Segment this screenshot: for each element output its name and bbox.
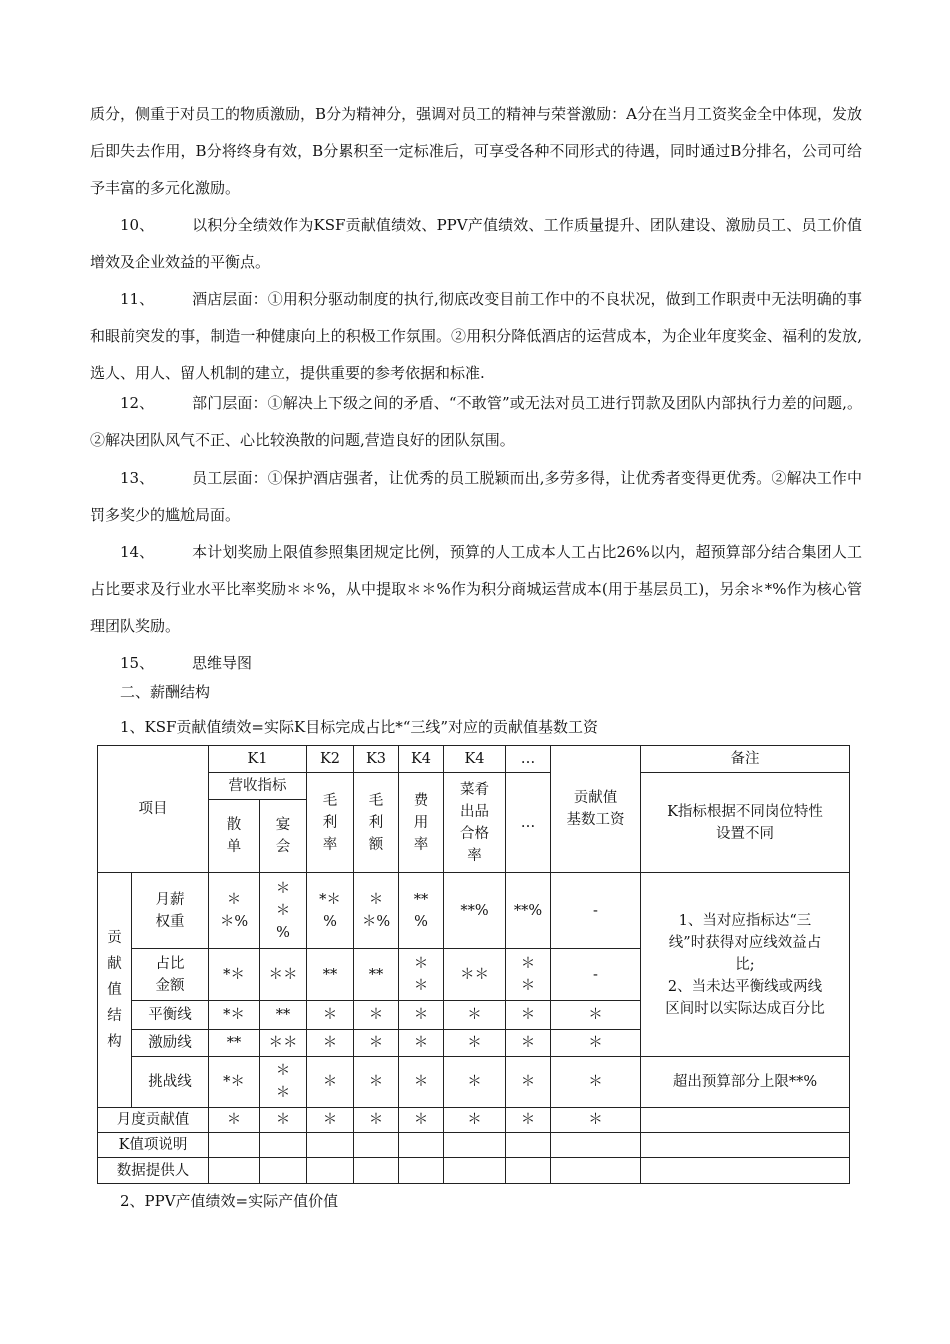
contribution-structure-label: 贡 献 值 结 构 <box>98 873 132 1108</box>
cell: ** % <box>399 873 444 949</box>
item-text: 以积分全绩效作为KSF贡献值绩效、PPV产值绩效、工作质量提升、团队建设、激励员工、员工价值增效及企业效益的平衡点。 <box>90 216 862 271</box>
table-row <box>98 1057 850 1108</box>
cell: ＊ <box>307 1001 354 1030</box>
header-k1: K1 <box>209 746 307 773</box>
cell: ＊ <box>307 1030 354 1057</box>
cell: *＊ % <box>307 873 354 949</box>
remark-budget-cap: 超出预算部分上限**% <box>641 1057 850 1108</box>
cell: - <box>551 949 641 1001</box>
cell: ＊ ＊ <box>506 949 551 1001</box>
cell: ＊ <box>506 1001 551 1030</box>
cell: ＊ <box>551 1001 641 1030</box>
cell: ** <box>209 1030 260 1057</box>
table-row <box>98 773 850 800</box>
paragraph-14 <box>90 534 862 645</box>
cell <box>641 1158 850 1184</box>
cell: ＊ ＊ % <box>260 873 307 949</box>
header-k2: K2 <box>307 746 354 773</box>
table-row <box>98 1108 850 1133</box>
cell <box>444 1133 506 1158</box>
cell <box>307 1133 354 1158</box>
cell: ＊ <box>506 1108 551 1133</box>
section-heading-salary: 二、薪酬结构 <box>120 683 211 701</box>
cell: ** <box>354 949 399 1001</box>
paragraph-13 <box>90 460 862 534</box>
subheading-ppv: 2、PPV产值绩效=实际产值价值 <box>120 1192 339 1210</box>
cell: ＊ <box>399 1030 444 1057</box>
cell: ＊＊ <box>444 949 506 1001</box>
cell: *＊ <box>209 949 260 1001</box>
item-number: 10、 <box>120 216 155 234</box>
col-banquet: 宴 会 <box>260 800 307 873</box>
cell: ＊ ＊% <box>209 873 260 949</box>
cell: **% <box>506 873 551 949</box>
cell: ＊ <box>399 1108 444 1133</box>
cell <box>551 1158 641 1184</box>
cell: ＊ <box>551 1108 641 1133</box>
item-header: 项目 <box>98 746 209 873</box>
cell <box>354 1158 399 1184</box>
subheading-ksf: 1、KSF贡献值绩效=实际K目标完成占比*“三线”对应的贡献值基数工资 <box>120 718 599 736</box>
cell: - <box>551 873 641 949</box>
item-number: 11、 <box>120 290 155 308</box>
remark-three-lines: 1、当对应指标达“三 线”时获得对应线效益占 比; 2、当未达平衡线或两线 区间时以实际达成百分比 <box>641 873 850 1057</box>
cell <box>399 1158 444 1184</box>
cell: ＊ ＊% <box>354 873 399 949</box>
col-ellipsis: … <box>506 773 551 873</box>
table-row <box>98 746 850 773</box>
cell <box>551 1133 641 1158</box>
cell: ＊ <box>444 1057 506 1108</box>
cell <box>444 1158 506 1184</box>
cell <box>506 1158 551 1184</box>
cell: *＊ <box>209 1057 260 1108</box>
cell: ＊ <box>307 1057 354 1108</box>
cell: ＊ <box>444 1108 506 1133</box>
item-number: 15、 <box>120 654 155 672</box>
col-dish-pass-rate: 菜肴 出品 合格 率 <box>444 773 506 873</box>
cell: ＊ <box>551 1057 641 1108</box>
cell: ＊ <box>354 1108 399 1133</box>
cell: ＊ <box>209 1108 260 1133</box>
header-k4: K4 <box>444 746 506 773</box>
cell: *＊ <box>209 1001 260 1030</box>
item-text: 部门层面：①解决上下级之间的矛盾、“不敢管”或无法对员工进行罚款及团队内部执行力差的问题,。②解决团队风气不正、心比较涣散的问题,营造良好的团队氛围。 <box>90 394 862 449</box>
header-k4: K4 <box>399 746 444 773</box>
cell: ＊ <box>260 1108 307 1133</box>
cell: ＊ <box>444 1001 506 1030</box>
paragraph-10 <box>90 207 862 281</box>
cell <box>307 1158 354 1184</box>
row-label-monthly: 月度贡献值 <box>98 1108 209 1133</box>
cell <box>506 1133 551 1158</box>
item-number: 13、 <box>120 469 155 487</box>
paragraph-12 <box>90 385 862 459</box>
cell: ＊＊ <box>260 1030 307 1057</box>
cell: ＊＊ <box>260 949 307 1001</box>
cell: ＊ <box>354 1030 399 1057</box>
table-row <box>98 873 850 949</box>
item-number: 12、 <box>120 394 155 412</box>
cell: ＊ <box>551 1030 641 1057</box>
table-row <box>98 1158 850 1184</box>
cell: ＊ <box>506 1030 551 1057</box>
cell: ** <box>307 949 354 1001</box>
cell <box>260 1133 307 1158</box>
table-row <box>98 1133 850 1158</box>
cell <box>260 1158 307 1184</box>
cell: ＊ <box>307 1108 354 1133</box>
paragraph-15 <box>90 645 862 682</box>
cell: ＊ <box>354 1057 399 1108</box>
col-gross-margin-amount: 毛 利 额 <box>354 773 399 873</box>
col-retail: 散 单 <box>209 800 260 873</box>
row-label-data-provider: 数据提供人 <box>98 1158 209 1184</box>
revenue-header: 营收指标 <box>209 773 307 800</box>
cell: ＊ <box>444 1030 506 1057</box>
col-gross-margin-rate: 毛 利 率 <box>307 773 354 873</box>
row-label-challenge-line: 挑战线 <box>132 1057 209 1108</box>
cell <box>399 1133 444 1158</box>
cell: ＊ ＊ <box>260 1057 307 1108</box>
cell: ** <box>260 1001 307 1030</box>
item-text: 本计划奖励上限值参照集团规定比例，预算的人工成本人工占比26%以内，超预算部分结合集团人工占比要求及行业水平比率奖励＊＊%，从中提取＊＊%作为积分商城运营成本(用于基层员工)，另余＊*%作为核心管理团队奖励。 <box>90 543 862 635</box>
item-number: 14、 <box>120 543 155 561</box>
remark-k-indicator: K指标根据不同岗位特性 设置不同 <box>641 773 850 873</box>
row-label-k-desc: K值项说明 <box>98 1133 209 1158</box>
row-label-incentive-line: 激励线 <box>132 1030 209 1057</box>
paragraph-continued: 质分，侧重于对员工的物质激励，B分为精神分，强调对员工的精神与荣誉激励：A分在当月工资奖金全中体现，发放后即失去作用，B分将终身有效，B分累积至一定标准后，可享受各种不同形式的待遇，同时通过B分排名，公司可给予丰富的多元化激励。 <box>90 105 862 197</box>
cell: ＊ <box>354 1001 399 1030</box>
item-text: 思维导图 <box>192 654 253 672</box>
item-text: 员工层面：①保护酒店强者，让优秀的员工脱颖而出,多劳多得，让优秀者变得更优秀。②解决工作中罚多奖少的尴尬局面。 <box>90 469 862 524</box>
cell <box>641 1108 850 1133</box>
remark-header: 备注 <box>641 746 850 773</box>
cell: ＊ ＊ <box>399 949 444 1001</box>
cell <box>354 1133 399 1158</box>
cell <box>641 1133 850 1158</box>
row-label-weight: 月薪 权重 <box>132 873 209 949</box>
row-label-balance-line: 平衡线 <box>132 1001 209 1030</box>
cell <box>209 1133 260 1158</box>
cell: **% <box>444 873 506 949</box>
cell: ＊ <box>399 1001 444 1030</box>
cell: ＊ <box>399 1057 444 1108</box>
base-salary-header: 贡献值 基数工资 <box>551 746 641 873</box>
cell <box>209 1158 260 1184</box>
ksf-table <box>97 745 850 1184</box>
item-text: 酒店层面：①用积分驱动制度的执行,彻底改变目前工作中的不良状况，做到工作职责中无法明确的事和眼前突发的事，制造一种健康向上的积极工作氛围。②用积分降低酒店的运营成本，为企业年度奖金、福利的发放,选人、用人、留人机制的建立，提供重要的参考依据和标准. <box>90 290 862 382</box>
col-expense-rate: 费 用 率 <box>399 773 444 873</box>
header-k3: K3 <box>354 746 399 773</box>
header-ellipsis: … <box>506 746 551 773</box>
cell: ＊ <box>506 1057 551 1108</box>
paragraph-11 <box>90 281 862 392</box>
row-label-amount: 占比 金额 <box>132 949 209 1001</box>
